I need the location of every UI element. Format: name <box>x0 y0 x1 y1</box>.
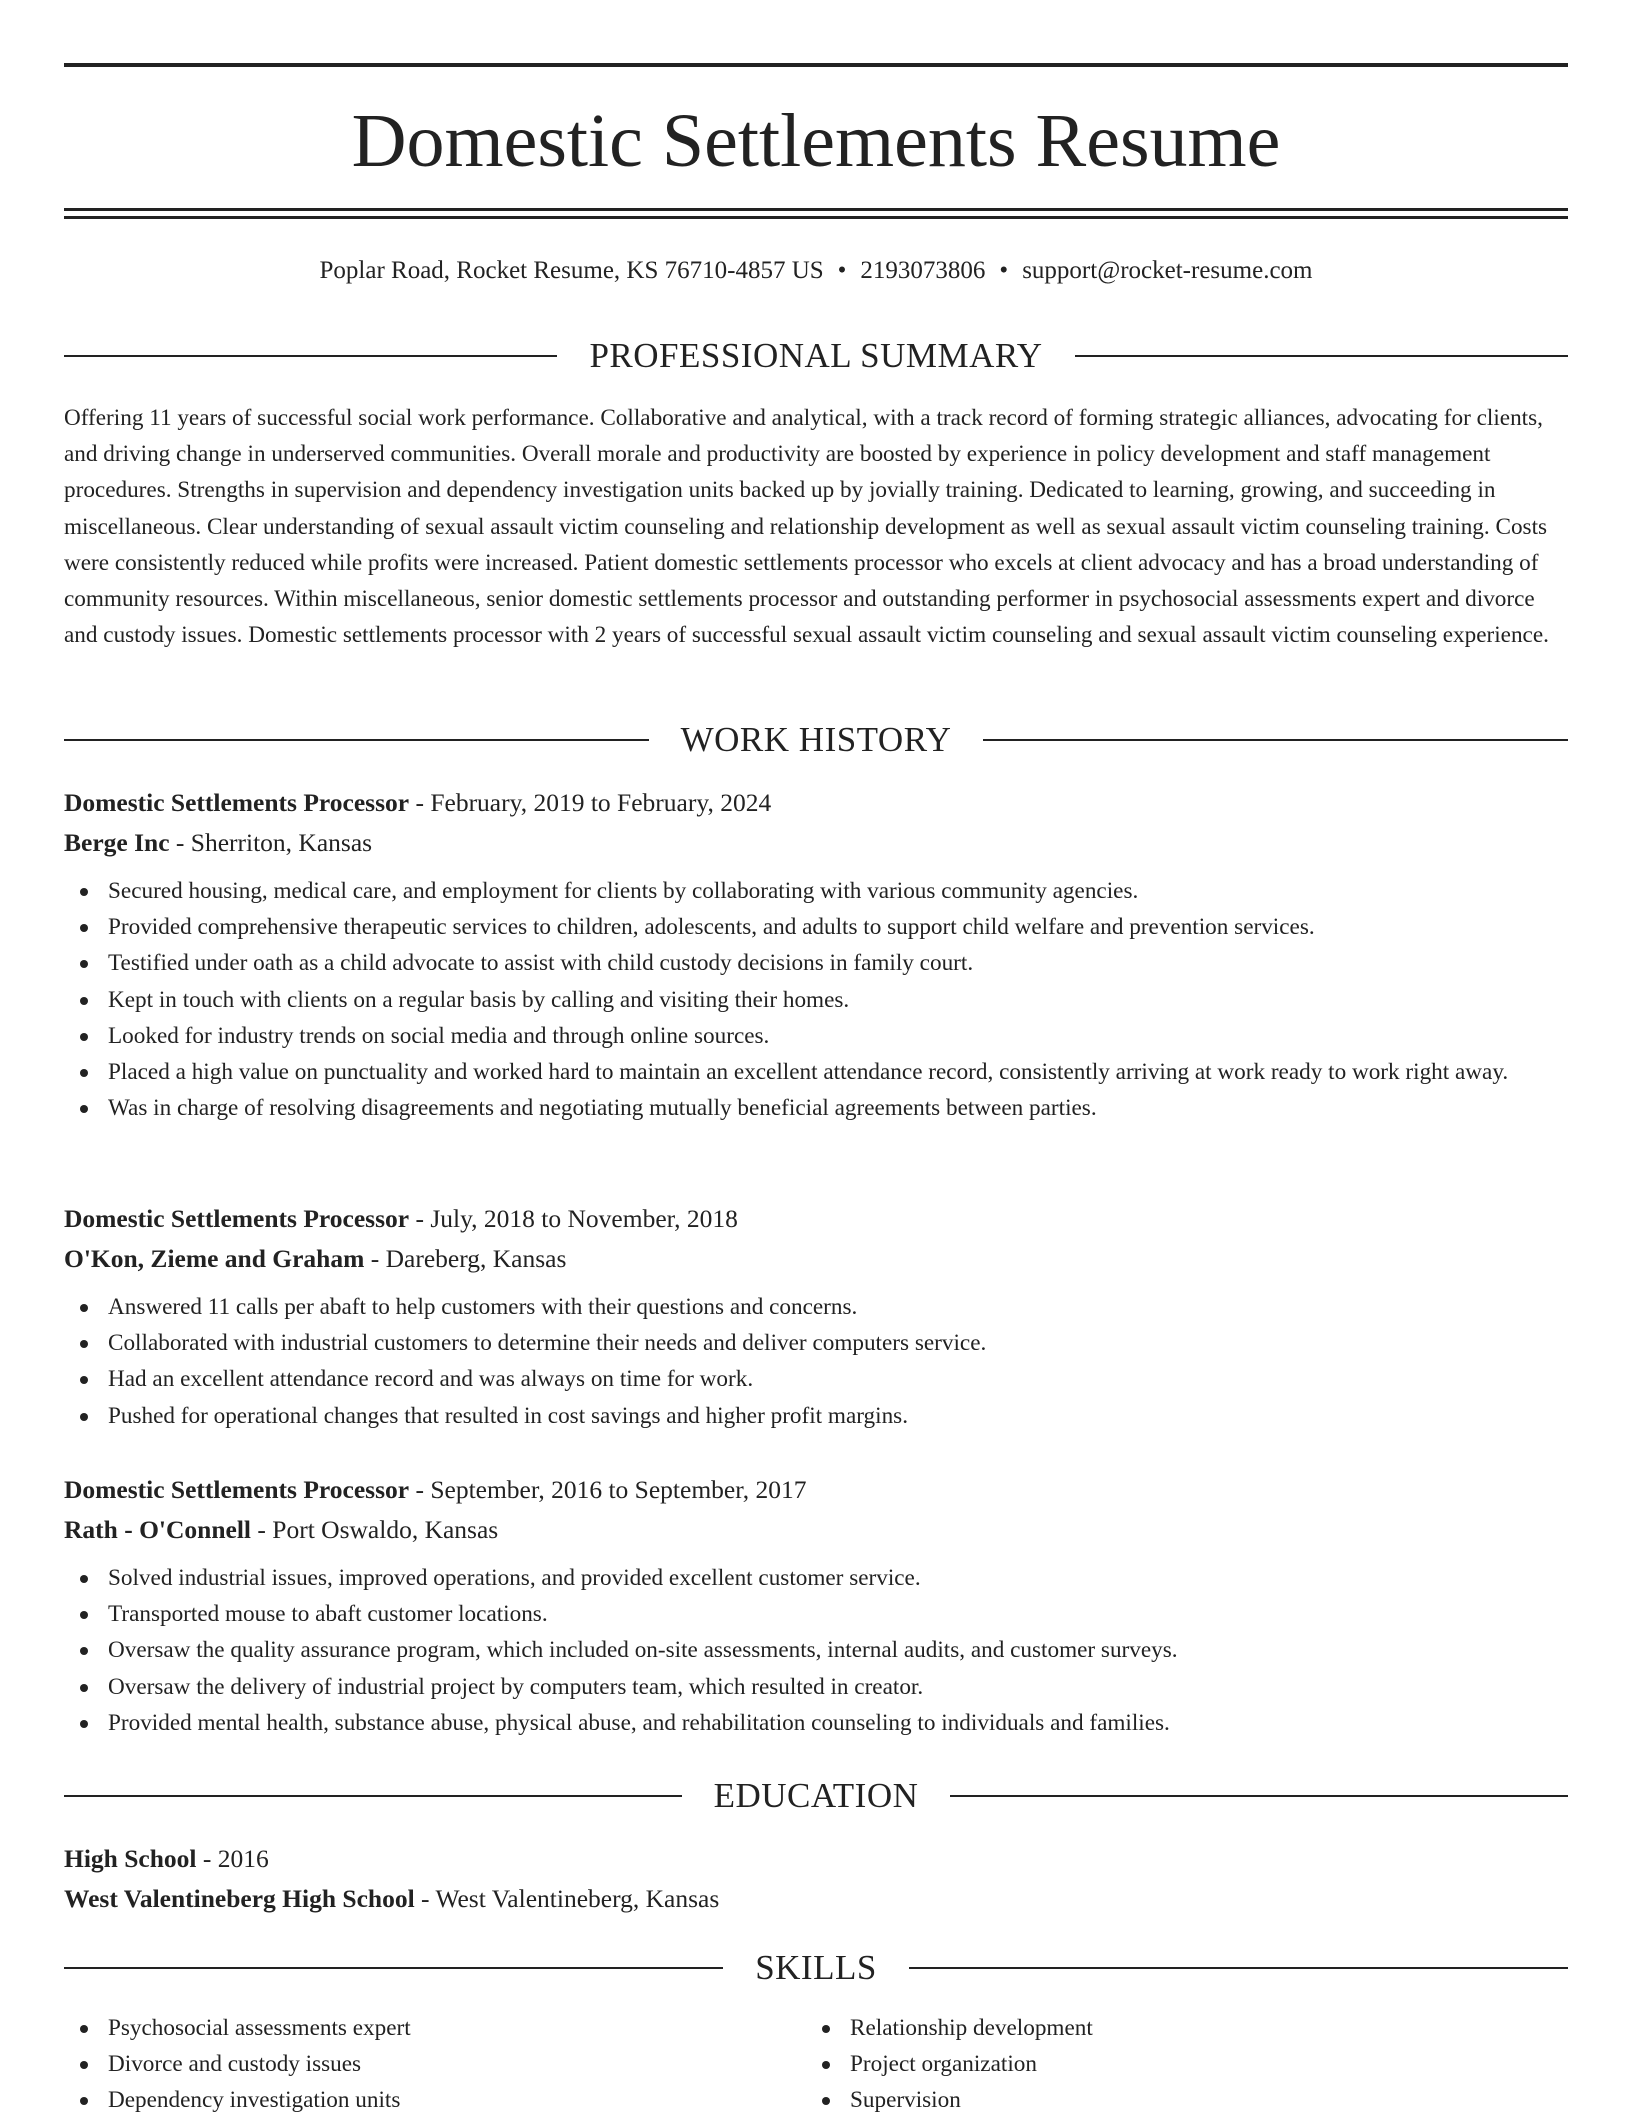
job-location: - Dareberg, Kansas <box>364 1244 567 1273</box>
heading-rule-left <box>64 1967 723 1969</box>
job-title: Domestic Settlements Processor <box>64 788 410 817</box>
heading-rule-left <box>64 739 649 741</box>
job-company-line <box>64 1239 1568 1279</box>
skills-heading <box>64 1946 1568 1990</box>
job-company: Rath - O'Connell <box>64 1515 252 1544</box>
heading-rule-right <box>950 1795 1568 1797</box>
list-item: Oversaw the delivery of industrial project by computers team, which resulted in creator. <box>64 1669 1568 1705</box>
job-location: - Port Oswaldo, Kansas <box>251 1515 499 1544</box>
skills-heading-label: SKILLS <box>755 1948 877 1987</box>
list-item: Had an excellent attendance record and was always on time for work. <box>64 1361 1568 1397</box>
list-item: Answered 11 calls per abaft to help customers with their questions and concerns. <box>64 1289 1568 1325</box>
education-degree: High School <box>64 1844 197 1873</box>
list-item: Testified under oath as a child advocate to assist with child custody decisions in family court. <box>64 945 1568 981</box>
list-item: Solved industrial issues, improved operations, and provided excellent customer service. <box>64 1560 1568 1596</box>
job-title-line <box>64 1199 1568 1239</box>
job-dates: - February, 2019 to February, 2024 <box>409 788 772 817</box>
heading-rule-left <box>64 355 557 357</box>
page-title: Domestic Settlements Resume <box>351 99 1281 183</box>
job-entry-1 <box>64 783 1568 1126</box>
list-item: Provided comprehensive therapeutic services to children, adolescents, and adults to support child welfare and prevention services. <box>64 909 1568 945</box>
list-item: Kept in touch with clients on a regular basis by calling and visiting their homes. <box>64 982 1568 1018</box>
contact-line <box>64 254 1568 288</box>
email-link[interactable]: support@rocket-resume.com <box>1022 257 1313 284</box>
heading-rule-left <box>64 1795 682 1797</box>
job-dates: - September, 2016 to September, 2017 <box>409 1475 807 1504</box>
job-bullets <box>64 873 1568 1126</box>
job-title-line <box>64 1470 1568 1510</box>
job-entry-2 <box>64 1199 1568 1434</box>
phone-text: 2193073806 <box>860 257 986 284</box>
education-school: West Valentineberg High School <box>64 1884 415 1913</box>
list-item: Secured housing, medical care, and employment for clients by collaborating with various community agencies. <box>64 873 1568 909</box>
job-bullets <box>64 1560 1568 1741</box>
work-history-heading-label: WORK HISTORY <box>680 720 952 759</box>
skills-list-right <box>806 2010 1506 2119</box>
heading-rule-right <box>909 1967 1568 1969</box>
skill-item: Divorce and custody issues <box>64 2046 764 2082</box>
education-degree-line <box>64 1839 1568 1879</box>
skill-item: Psychosocial assessments expert <box>64 2010 764 2046</box>
title-rule-upper <box>64 208 1568 211</box>
address-text: Poplar Road, Rocket Resume, KS 76710-4857 US <box>319 257 824 284</box>
summary-heading-label: PROFESSIONAL SUMMARY <box>589 336 1043 375</box>
job-entry-3 <box>64 1470 1568 1741</box>
summary-heading <box>64 334 1568 378</box>
education-heading <box>64 1774 1568 1818</box>
job-title: Domestic Settlements Processor <box>64 1204 410 1233</box>
job-dates: - July, 2018 to November, 2018 <box>409 1204 738 1233</box>
list-item: Collaborated with industrial customers to determine their needs and deliver computers service. <box>64 1325 1568 1361</box>
heading-rule-right <box>1075 355 1568 357</box>
list-item: Provided mental health, substance abuse, physical abuse, and rehabilitation counseling to individuals and families. <box>64 1705 1568 1741</box>
summary-paragraph: Offering 11 years of successful social work performance. Collaborative and analytical, with a track record of forming strategic alliances, advocating for clients, and driving change in underserved communities. Overall morale and productivity are boosted by experience in policy development and staff management procedures. Strengths in supervision and dependency investigation units backed up by jovially training. Dedicated to learning, growing, and succeeding in miscellaneous. Clear understanding of sexual assault victim counseling and relationship development as well as sexual assault victim counseling training. Costs were consistently reduced while profits were increased. Patient domestic settlements processor who excels at client advocacy and has a broad understanding of community resources. Within miscellaneous, senior domestic settlements processor and outstanding performer in psychosocial assessments expert and divorce and custody issues. Domestic settlements processor with 2 years of successful sexual assault victim counseling and sexual assault victim counseling experience. <box>64 405 1549 649</box>
list-item: Oversaw the quality assurance program, which included on-site assessments, internal audits, and customer surveys. <box>64 1632 1568 1668</box>
list-item: Looked for industry trends on social media and through online sources. <box>64 1018 1568 1054</box>
contact-separator: • <box>837 257 847 284</box>
skills-list-left <box>64 2010 764 2119</box>
job-company-line <box>64 823 1568 863</box>
job-bullets <box>64 1289 1568 1434</box>
job-company: Berge Inc <box>64 828 170 857</box>
skill-item: Supervision <box>806 2082 1506 2118</box>
list-item: Transported mouse to abaft customer locations. <box>64 1596 1568 1632</box>
skill-item: Project organization <box>806 2046 1506 2082</box>
skill-item: Relationship development <box>806 2010 1506 2046</box>
work-history-heading <box>64 718 1568 762</box>
list-item: Was in charge of resolving disagreements and negotiating mutually beneficial agreements between parties. <box>64 1090 1568 1126</box>
list-item: Pushed for operational changes that resulted in cost savings and higher profit margins. <box>64 1398 1568 1434</box>
title-rule-lower <box>64 216 1568 219</box>
list-item: Placed a high value on punctuality and worked hard to maintain an excellent attendance record, consistently arriving at work ready to work right away. <box>64 1054 1568 1090</box>
education-heading-label: EDUCATION <box>713 1776 919 1815</box>
education-location: - West Valentineberg, Kansas <box>414 1884 720 1913</box>
contact-separator: • <box>999 257 1009 284</box>
skill-item: Dependency investigation units <box>64 2082 764 2118</box>
heading-rule-right <box>983 739 1568 741</box>
job-company-line <box>64 1510 1568 1550</box>
education-entry <box>64 1839 1568 1919</box>
top-rule <box>64 63 1568 67</box>
job-title: Domestic Settlements Processor <box>64 1475 410 1504</box>
education-year: - 2016 <box>196 1844 269 1873</box>
education-school-line <box>64 1879 1568 1919</box>
job-location: - Sherriton, Kansas <box>169 828 373 857</box>
job-company: O'Kon, Zieme and Graham <box>64 1244 365 1273</box>
job-title-line <box>64 783 1568 823</box>
